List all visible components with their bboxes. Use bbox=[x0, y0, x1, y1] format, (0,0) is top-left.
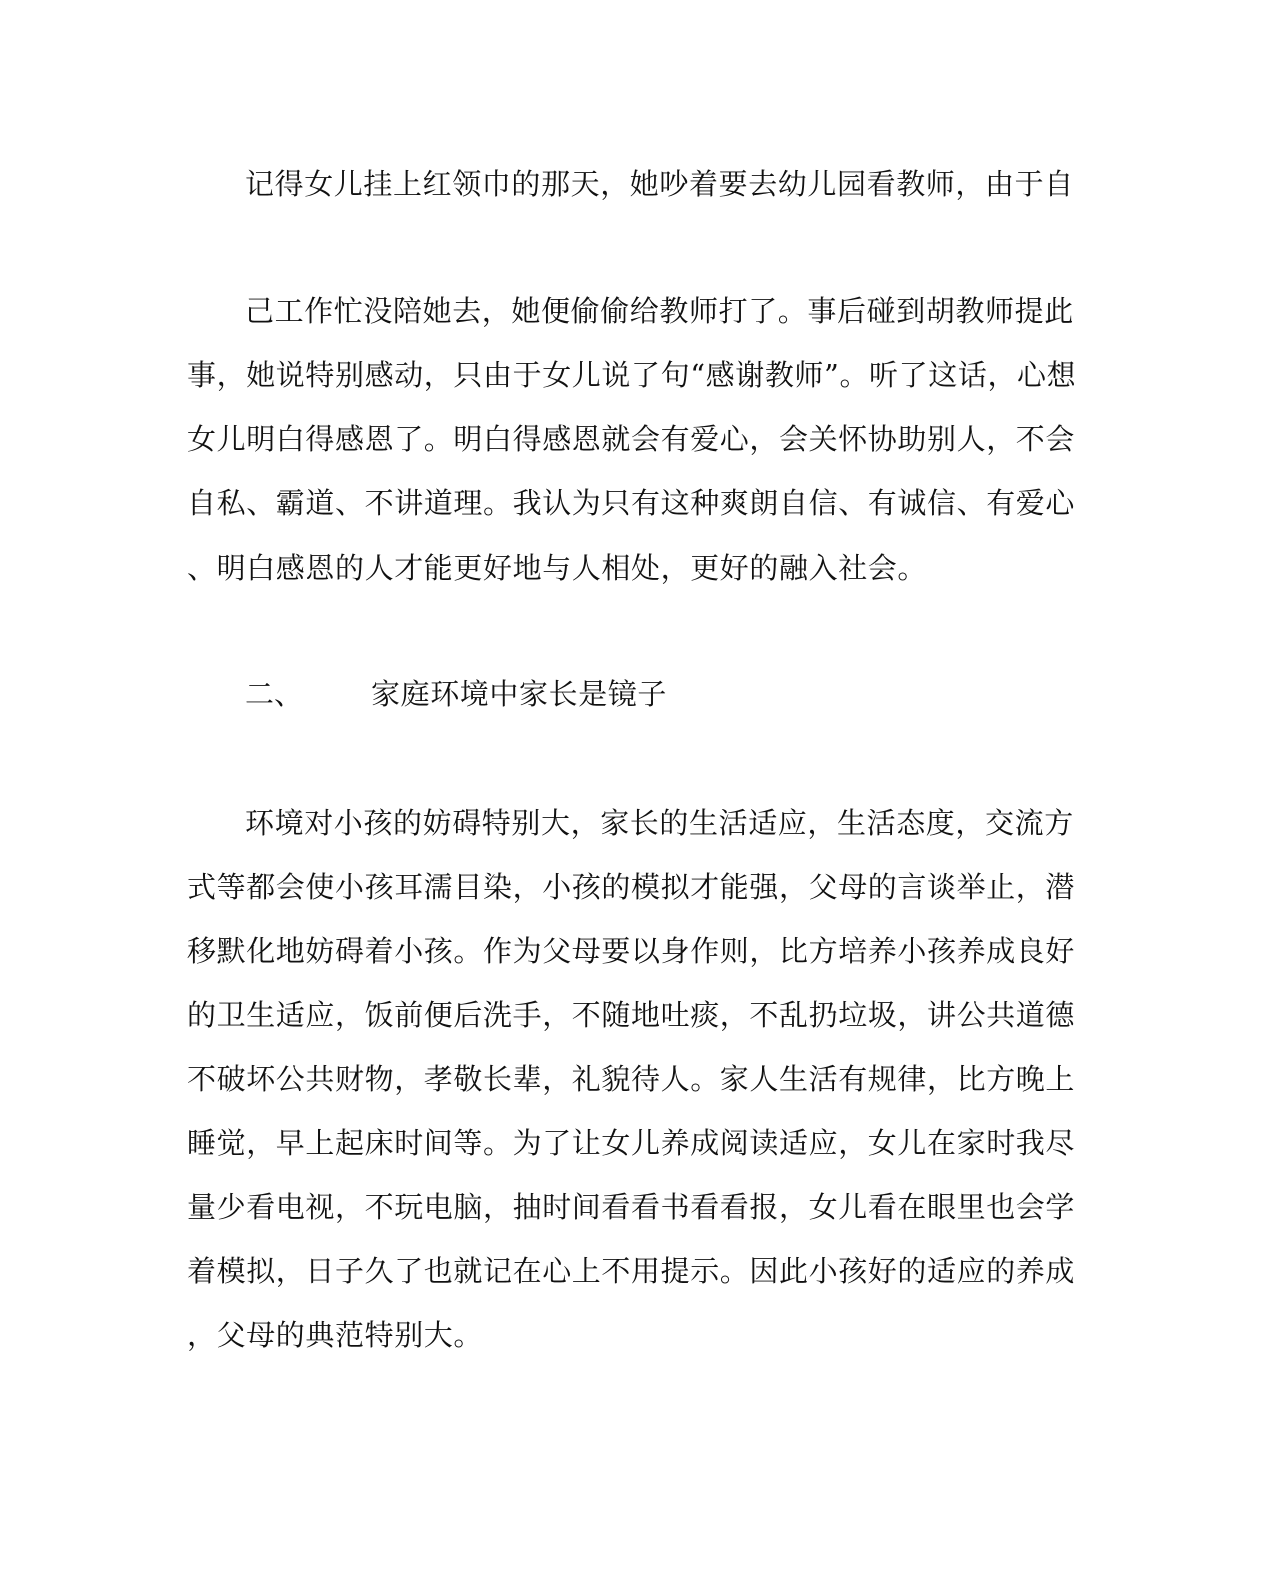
paragraph-2-line-6: 睡觉，早上起床时间等。为了让女儿养成阅读适应，女儿在家时我尽 bbox=[187, 1126, 1076, 1160]
section-number: 二、 bbox=[245, 677, 304, 711]
paragraph-1-line-3: 事，她说特别感动，只由于女儿说了句“感谢教师”。听了这话，心想 bbox=[187, 358, 1077, 392]
paragraph-1-line-4: 女儿明白得感恩了。明白得感恩就会有爱心，会关怀协助别人，不会 bbox=[187, 422, 1076, 456]
paragraph-2-line-8: 着模拟，日子久了也就记在心上不用提示。因此小孩好的适应的养成 bbox=[187, 1254, 1076, 1288]
paragraph-1-line-2: 己工作忙没陪她去，她便偷偷给教师打了。事后碰到胡教师提此 bbox=[245, 294, 1074, 328]
section-title: 家庭环境中家长是镜子 bbox=[371, 677, 668, 711]
paragraph-2-line-2: 式等都会使小孩耳濡目染，小孩的模拟才能强，父母的言谈举止，潜 bbox=[187, 870, 1076, 904]
paragraph-2-line-5: 不破坏公共财物，孝敬长辈，礼貌待人。家人生活有规律，比方晚上 bbox=[187, 1062, 1076, 1096]
paragraph-1-line-6: 、明白感恩的人才能更好地与人相处，更好的融入社会。 bbox=[187, 551, 928, 585]
paragraph-2-line-4: 的卫生适应，饭前便后洗手，不随地吐痰，不乱扔垃圾，讲公共道德 bbox=[187, 998, 1076, 1032]
paragraph-1-line-1: 记得女儿挂上红领巾的那天，她吵着要去幼儿园看教师，由于自 bbox=[245, 167, 1074, 201]
paragraph-2-line-1: 环境对小孩的妨碍特别大，家长的生活适应，生活态度，交流方 bbox=[245, 806, 1074, 840]
paragraph-2-line-7: 量少看电视，不玩电脑，抽时间看看书看看报，女儿看在眼里也会学 bbox=[187, 1190, 1076, 1224]
paragraph-1-line-5: 自私、霸道、不讲道理。我认为只有这种爽朗自信、有诚信、有爱心 bbox=[187, 486, 1076, 520]
paragraph-2-line-9: ，父母的典范特别大。 bbox=[187, 1318, 484, 1352]
paragraph-2-line-3: 移默化地妨碍着小孩。作为父母要以身作则，比方培养小孩养成良好 bbox=[187, 934, 1076, 968]
